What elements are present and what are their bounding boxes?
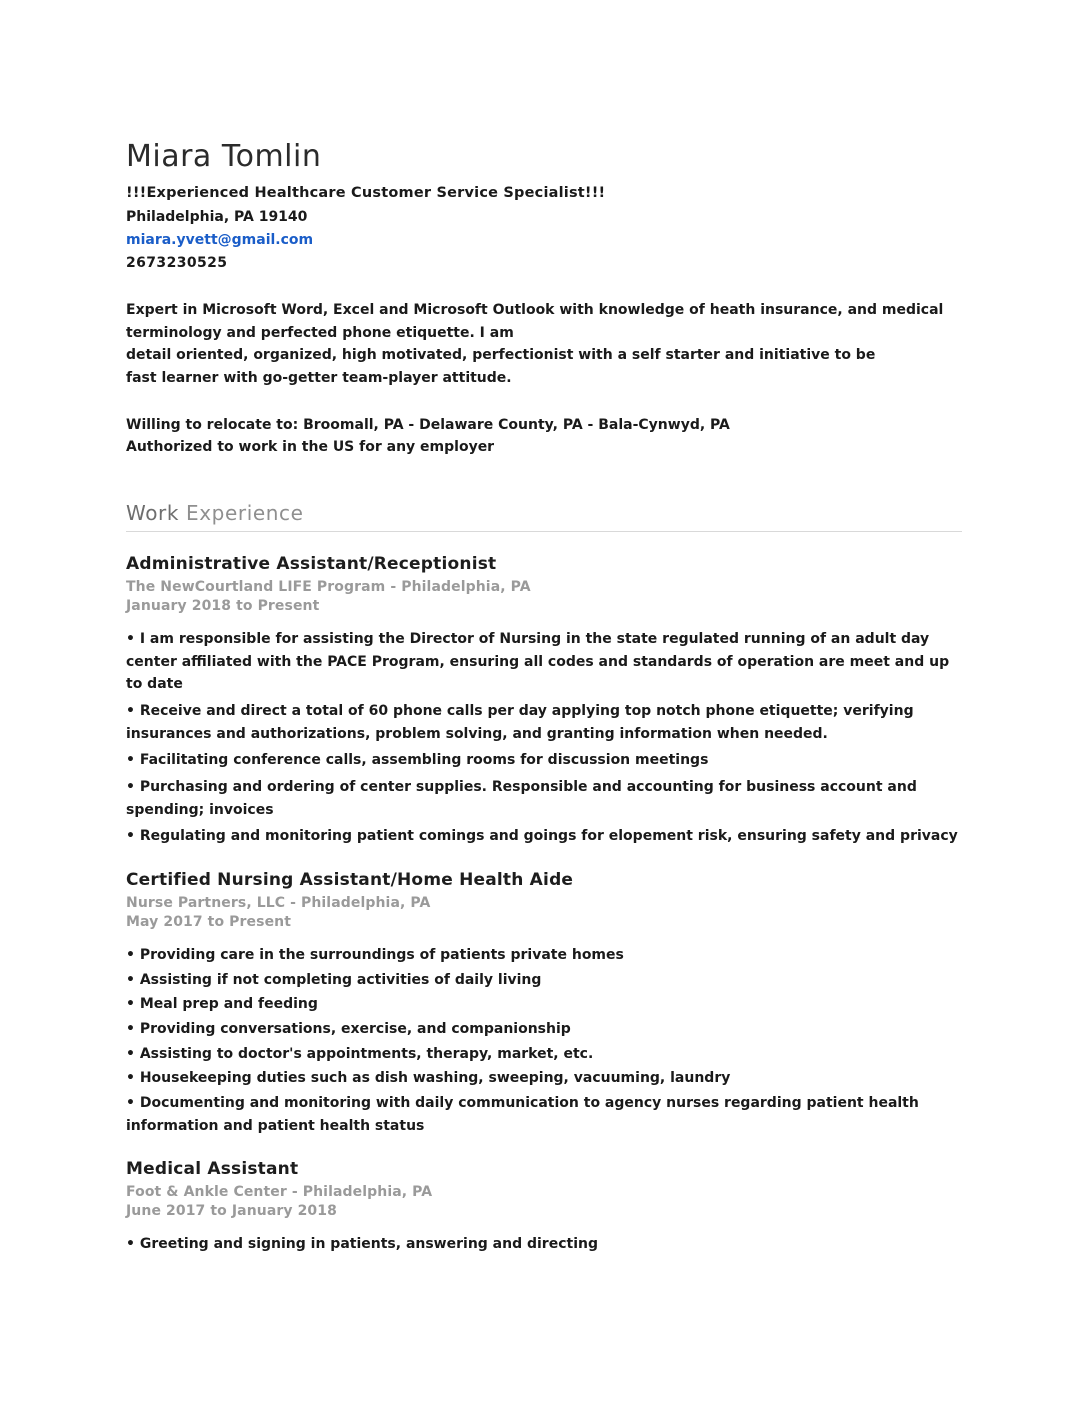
experience-entry	[126, 1159, 962, 1256]
list-item: • Providing conversations, exercise, and companionship	[126, 1018, 962, 1041]
email-link[interactable]: miara.yvett@gmail.com	[126, 232, 314, 248]
summary-line: Expert in Microsoft Word, Excel and Microsoft Outlook with knowledge of heath insurance, and medical terminology and perfected phone etiquette. I am	[126, 302, 944, 341]
list-item: • Purchasing and ordering of center supplies. Responsible and accounting for business account and spending; invoices	[126, 776, 962, 821]
job-bullet-list	[126, 628, 962, 848]
page-title: Miara Tomlin	[126, 139, 322, 174]
list-item: • Receive and direct a total of 60 phone calls per day applying top notch phone etiquette; verifying insurances and authorizations, problem solving, and granting information when needed.	[126, 700, 962, 745]
summary-line: fast learner with go-getter team-player attitude.	[126, 370, 512, 387]
job-dates: June 2017 to January 2018	[126, 1203, 337, 1220]
list-item: • Greeting and signing in patients, answering and directing	[126, 1233, 962, 1256]
list-item: • Documenting and monitoring with daily communication to agency nurses regarding patient health information and patient health status	[126, 1092, 962, 1137]
list-item: • Facilitating conference calls, assembling rooms for discussion meetings	[126, 749, 962, 772]
section-heading-strong: Work	[126, 501, 180, 526]
job-bullet-list	[126, 1233, 962, 1256]
job-employer: Nurse Partners, LLC - Philadelphia, PA	[126, 895, 431, 912]
list-item: • Assisting to doctor's appointments, therapy, market, etc.	[126, 1043, 962, 1066]
phone-number: 2673230525	[126, 255, 228, 271]
relocation-line: Authorized to work in the US for any employer	[126, 439, 495, 456]
list-item: • Regulating and monitoring patient comings and goings for elopement risk, ensuring safety and privacy	[126, 825, 962, 848]
list-item: • Providing care in the surroundings of patients private homes	[126, 944, 962, 967]
job-dates: May 2017 to Present	[126, 914, 292, 931]
resume-location: Philadelphia, PA 19140	[126, 209, 308, 225]
list-item: • Housekeeping duties such as dish washing, sweeping, vacuuming, laundry	[126, 1067, 962, 1090]
relocation-line: Willing to relocate to: Broomall, PA - Delaware County, PA - Bala-Cynwyd, PA	[126, 416, 730, 433]
list-item: • Assisting if not completing activities of daily living	[126, 969, 962, 992]
summary-block	[126, 299, 962, 390]
job-dates: January 2018 to Present	[126, 598, 320, 615]
job-title: Certified Nursing Assistant/Home Health Aide	[126, 870, 574, 891]
job-employer: The NewCourtland LIFE Program - Philadelphia, PA	[126, 579, 531, 596]
experience-entry	[126, 554, 962, 848]
job-title: Administrative Assistant/Receptionist	[126, 554, 497, 575]
list-item: • Meal prep and feeding	[126, 993, 962, 1016]
relocation-block	[126, 414, 962, 459]
list-item: • I am responsible for assisting the Director of Nursing in the state regulated running of an adult day center affiliated with the PACE Program, ensuring all codes and standards of operation are meet and up to date	[126, 628, 962, 696]
section-heading-work-experience	[126, 501, 962, 532]
job-bullet-list	[126, 944, 962, 1137]
resume-content	[126, 140, 962, 1258]
experience-entry	[126, 870, 962, 1137]
resume-headline: !!!Experienced Healthcare Customer Service Specialist!!!	[126, 185, 606, 201]
job-title: Medical Assistant	[126, 1159, 299, 1180]
job-employer: Foot & Ankle Center - Philadelphia, PA	[126, 1184, 433, 1201]
section-heading-rest: Experience	[179, 501, 304, 526]
summary-line: detail oriented, organized, high motivated, perfectionist with a self starter and initiative to be	[126, 347, 876, 364]
